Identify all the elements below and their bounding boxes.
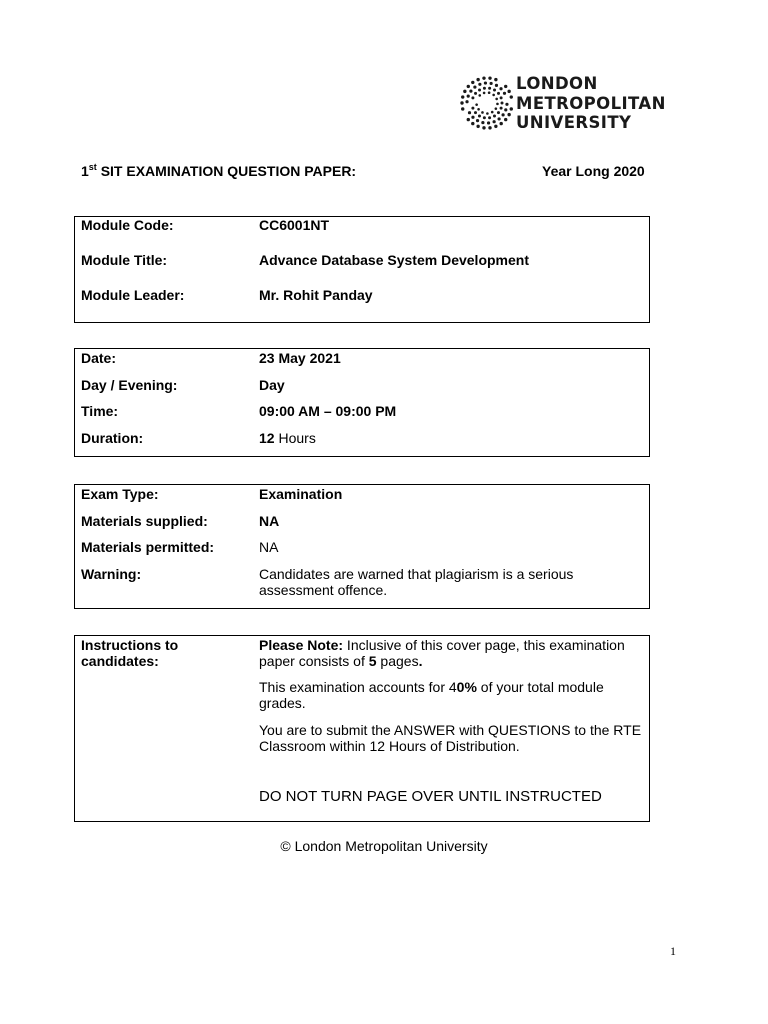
warning-value: Candidates are warned that plagiarism is a serious assessment offence. [259, 566, 574, 598]
instructions-box [74, 635, 650, 822]
logo-line-2: METROPOLITAN [516, 93, 666, 113]
logo-dot [497, 92, 500, 95]
duration-value [259, 430, 645, 446]
logo-dot [499, 87, 502, 90]
logo-dot [494, 125, 497, 128]
logo-dot [478, 94, 481, 97]
logo-wordmark [516, 74, 666, 133]
grade-weight-note [259, 679, 634, 711]
logo-dot [475, 103, 478, 106]
do-not-turn-warning: DO NOT TURN PAGE OVER UNTIL INSTRUCTED [259, 788, 602, 805]
page-count: 5 [368, 653, 377, 669]
date-label: Date: [81, 350, 117, 366]
grade-percentage: 0% [456, 679, 477, 695]
logo-dot [471, 81, 474, 84]
logo-dot [483, 92, 486, 95]
logo-dot [510, 95, 513, 98]
duration-number: 12 [259, 430, 275, 446]
logo-dot [495, 107, 498, 110]
logo-dot [481, 111, 484, 114]
module-code-label: Module Code: [81, 217, 174, 233]
sit-ordinal-suffix: st [88, 162, 97, 172]
logo-dot [465, 100, 468, 103]
dot-ring-icon [460, 74, 516, 132]
academic-year: Year Long 2020 [542, 163, 645, 179]
logo-dot [476, 125, 479, 128]
logo-dot [498, 117, 501, 120]
logo-dot [493, 89, 496, 92]
logo-dot [495, 84, 498, 87]
logo-dot [487, 121, 490, 124]
module-info-box [74, 216, 650, 323]
logo-dot [461, 107, 464, 110]
logo-dot [497, 111, 500, 114]
logo-dot [488, 126, 491, 129]
logo-dot [483, 116, 486, 119]
exam-type-value: Examination [259, 486, 343, 502]
logo-dot [471, 122, 474, 125]
logo-dot [490, 82, 493, 85]
logo-dot [482, 126, 485, 129]
logo-dot [488, 87, 491, 90]
exam-type-label: Exam Type: [81, 486, 159, 502]
duration-unit: Hours [274, 430, 316, 446]
logo-dot [495, 98, 498, 101]
logo-dot [461, 95, 464, 98]
logo-dot [501, 113, 504, 116]
logo-dot [500, 122, 503, 125]
logo-dot [471, 107, 474, 110]
pages-word: pages [376, 653, 419, 669]
logo-dot [477, 108, 480, 111]
logo-dot [501, 102, 504, 105]
logo-dot [460, 101, 463, 104]
logo-dot [476, 119, 479, 122]
instructions-label: Instructions to candidates: [81, 637, 179, 669]
logo-dot [494, 78, 497, 81]
materials-supplied-label: Materials supplied: [81, 513, 208, 529]
logo-line-3: UNIVERSITY [516, 113, 632, 132]
module-leader-label: Module Leader: [81, 287, 185, 303]
logo-dot [478, 89, 481, 92]
logo-dot [504, 85, 507, 88]
logo-dot [491, 111, 494, 114]
module-title-value: Advance Database System Development [259, 252, 529, 268]
logo-dot [474, 92, 477, 95]
logo-dot [504, 108, 507, 111]
note-text: Inclusive of this cover page, this examination paper consists of [259, 637, 625, 669]
logo-dot [493, 120, 496, 123]
sit-ordinal: 1 [81, 163, 89, 179]
logo-dot [504, 118, 507, 121]
logo-dot [471, 116, 474, 119]
schedule-box [74, 348, 650, 457]
day-label: Day / Evening: [81, 377, 178, 393]
note-period: . [418, 653, 423, 669]
submission-note: You are to submit the ANSWER with QUESTIONS to the RTE Classroom within 12 Hours of Distribution. [259, 722, 642, 754]
logo-dot [484, 81, 487, 84]
page-count-note [259, 637, 634, 669]
materials-supplied-value: NA [259, 513, 280, 529]
university-logo [460, 74, 680, 132]
logo-dot [492, 94, 495, 97]
logo-dot [476, 78, 479, 81]
logo-dot [486, 112, 489, 115]
logo-dot [483, 87, 486, 90]
logo-dot [467, 95, 470, 98]
duration-label: Duration: [81, 430, 144, 446]
logo-dot [478, 83, 481, 86]
please-note-label: Please Note: [259, 637, 344, 653]
day-value: Day [259, 377, 285, 393]
logo-dot [510, 107, 513, 110]
warning-label: Warning: [81, 566, 142, 582]
logo-dot [468, 111, 471, 114]
logo-dot [473, 85, 476, 88]
logo-dot [471, 96, 474, 99]
time-value: 09:00 AM – 09:00 PM [259, 403, 397, 419]
logo-dot [478, 114, 481, 117]
module-leader-value: Mr. Rohit Panday [259, 287, 373, 303]
logo-dot [469, 90, 472, 93]
page-number: 1 [670, 944, 676, 958]
accounts-text: This examination accounts for 4 [259, 679, 457, 695]
logo-dot [488, 91, 491, 94]
materials-permitted-value: NA [259, 539, 279, 555]
logo-dot [503, 92, 506, 95]
logo-dot [507, 90, 510, 93]
logo-dot [496, 103, 499, 106]
materials-permitted-label: Materials permitted: [81, 539, 215, 555]
logo-dot [488, 116, 491, 119]
logo-dot [500, 96, 503, 99]
logo-dot [474, 111, 477, 114]
logo-dot [507, 113, 510, 116]
logo-dot [505, 103, 508, 106]
logo-dot [467, 118, 470, 121]
logo-dot [481, 121, 484, 124]
logo-dot [488, 76, 491, 79]
logo-dot [467, 85, 470, 88]
accounts-rest: of your total module grades. [259, 679, 604, 711]
exam-details-box [74, 484, 650, 609]
date-value: 23 May 2021 [259, 350, 341, 366]
title-text: SIT EXAMINATION QUESTION PAPER: [96, 163, 357, 179]
logo-dot [463, 90, 466, 93]
module-code-value: CC6001NT [259, 217, 330, 233]
logo-dot [500, 107, 503, 110]
logo-line-1: LONDON [516, 74, 598, 93]
logo-dot [493, 115, 496, 118]
time-label: Time: [81, 403, 119, 419]
logo-dot [482, 76, 485, 79]
copyright-notice: © London Metropolitan University [280, 838, 488, 854]
module-title-label: Module Title: [81, 252, 168, 268]
exam-paper-title [81, 163, 356, 179]
